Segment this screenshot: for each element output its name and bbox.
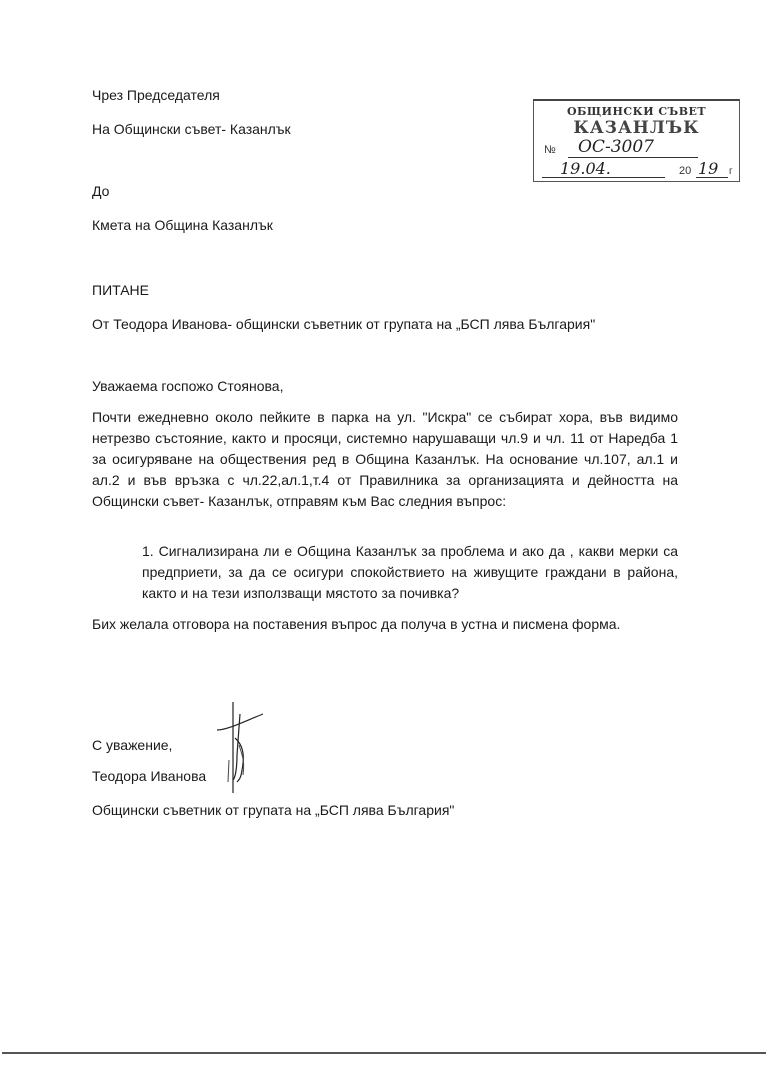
registration-stamp — [533, 99, 740, 182]
page-bottom-rule — [2, 1052, 766, 1054]
stamp-year-prefix: 20 — [679, 165, 692, 177]
from-line: От Теодора Иванова- общински съветник от групата на „БСП лява България" — [92, 316, 596, 332]
question-item: 1. Сигнализирана ли е Община Казанлък за проблема и ако да , какви мерки са предприети, за да се осигури спокойствието на живущите граждани в района, както и на тези използващи мястото за почивка? — [142, 543, 678, 601]
salutation: Уважаема госпожо Стоянова, — [92, 378, 284, 394]
body-paragraph: Почти ежедневно около пейките в парка на ул. "Искра" се събират хора, във видимо нетрезво състояние, както и просяци, системно нарушаващи чл.9 и чл. 11 от Наредба 1 за осигуряване на обществения ред в Община Казанлък. На основание чл.107, ал.1 и ал.2 и във връзка с чл.22,ал.1,т.4 от Правилника за организацията и дейността на Общински съвет- Казанлък, отправям към Вас следния въпрос: — [92, 409, 678, 509]
stamp-year-unit: г — [729, 166, 733, 177]
signer-name: Теодора Иванова — [92, 768, 207, 784]
stamp-number-label: № — [544, 144, 556, 156]
regards: С уважение, — [92, 737, 173, 753]
council-line: На Общински съвет- Казанлък — [92, 121, 291, 137]
stamp-org: ОБЩИНСКИ СЪВЕТ — [566, 105, 707, 118]
recipient-line: Кмета на Община Казанлък — [92, 217, 273, 233]
stamp-number: ОС-3007 — [568, 137, 698, 158]
handwritten-signature-icon — [215, 700, 265, 795]
stamp-date: 19.04. — [542, 159, 665, 178]
signer-title: Общински съветник от групата на „БСП лява България" — [92, 802, 455, 818]
stamp-city: КАЗАНЛЪК — [573, 118, 700, 138]
to-label: До — [92, 183, 110, 199]
document-type: ПИТАНЕ — [92, 282, 149, 298]
via-chairman-line: Чрез Председателя — [92, 87, 220, 103]
closing-request: Бих желала отговора на поставения въпрос да получа в устна и писмена форма. — [92, 616, 621, 632]
stamp-year-suffix: 19 — [696, 159, 728, 178]
